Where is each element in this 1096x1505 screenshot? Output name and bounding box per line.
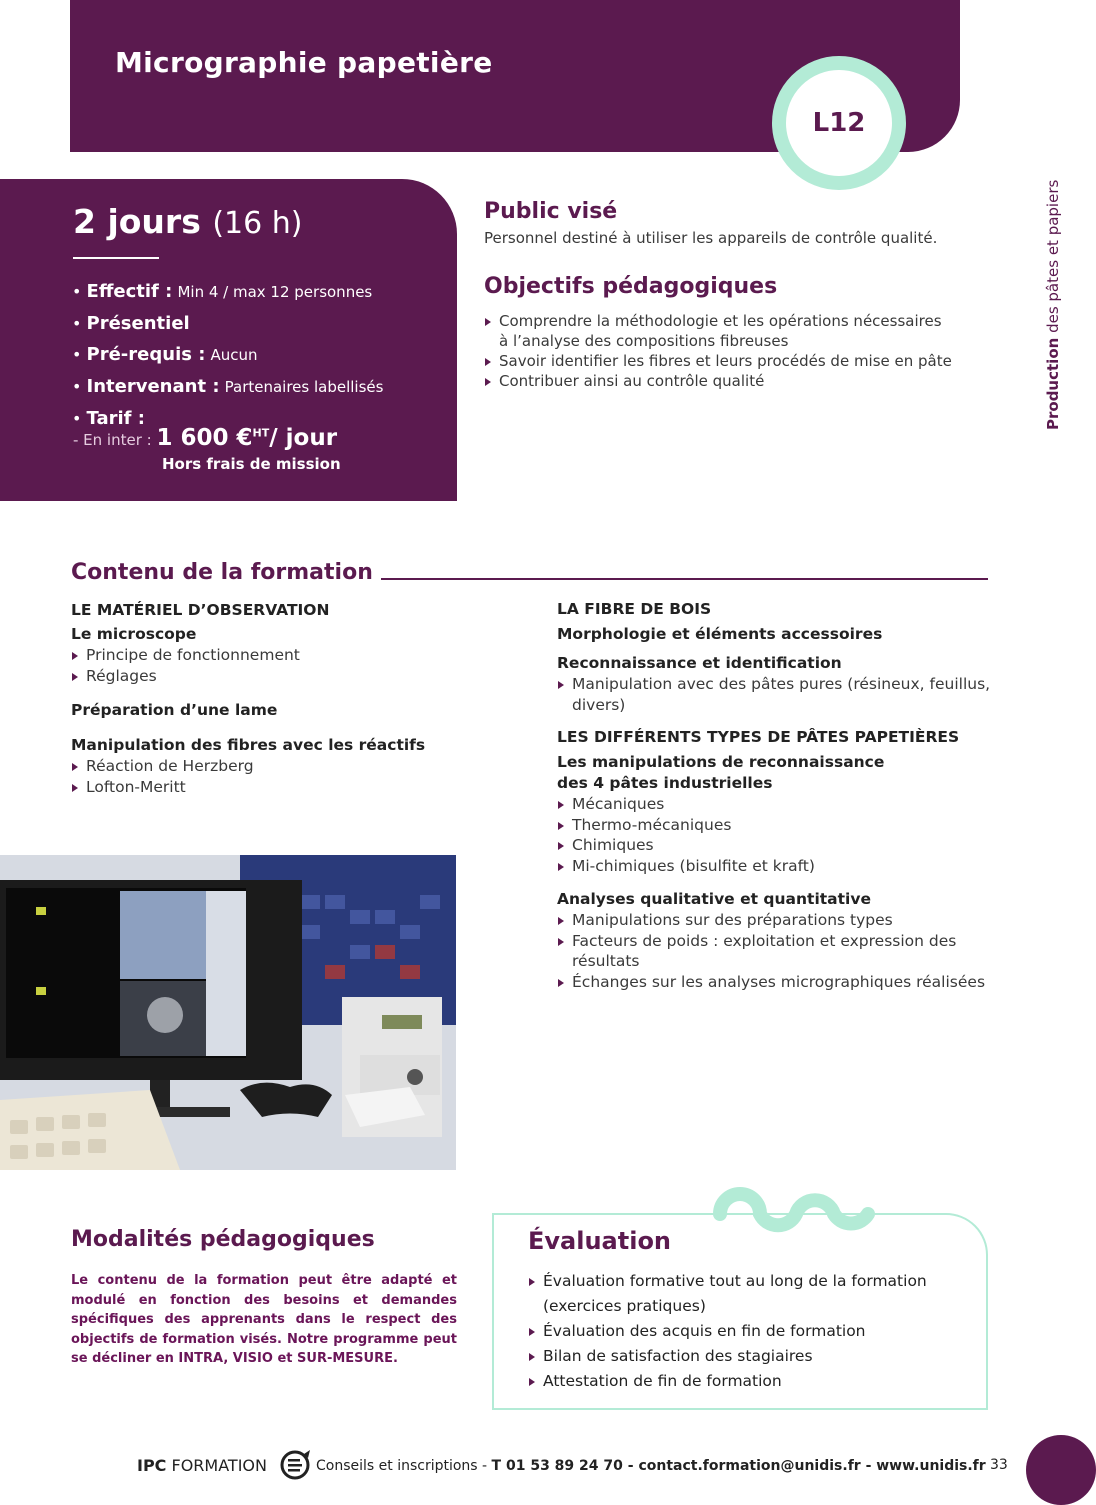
list-item: Lofton-Meritt: [71, 777, 511, 798]
section-caption: LES DIFFÉRENTS TYPES DE PÂTES PAPETIÈRES: [557, 728, 960, 746]
info-box: [0, 179, 457, 501]
evaluation-title: Évaluation: [528, 1227, 672, 1255]
wave-decoration-icon: [716, 1190, 876, 1236]
objective-item: Savoir identifier les fibres et leurs procédés de mise en pâte: [484, 351, 954, 371]
contenu-divider: [381, 578, 988, 580]
modalites-text: Le contenu de la formation peut être adapté et modulé en fonction des besoins et demandes spécifiques des apprenants dans le respect des objectifs de formation visés. Notre programme peut se décliner en INTRA, VISIO et SUR-MESURE.: [71, 1273, 457, 1366]
intervenant-label: Intervenant :: [86, 376, 220, 397]
page-title: Micrographie papetière: [115, 46, 493, 79]
duration-hours: (16 h): [212, 206, 303, 241]
bullet-list: [557, 910, 997, 992]
tarif-label: Tarif :: [86, 408, 145, 429]
side-label-bold: Production: [1044, 337, 1062, 430]
bullet-list: [71, 756, 511, 797]
list-item: Facteurs de poids : exploitation et expression des résultats: [557, 931, 997, 972]
subsection-heading: Préparation d’une lame: [71, 701, 278, 719]
subsection-heading: Analyses qualitative et quantitative: [557, 890, 871, 908]
tarif-price: [157, 425, 338, 451]
list-item: Mécaniques: [557, 794, 997, 815]
page-number: 33: [990, 1457, 1008, 1473]
contact-icon: [278, 1448, 312, 1482]
objectives-list: [484, 311, 954, 391]
lab-photo: [0, 855, 456, 1170]
prerequis-label: Pré-requis :: [86, 344, 206, 365]
effectif-label: Effectif :: [86, 281, 173, 302]
brand-formation: FORMATION: [166, 1456, 267, 1475]
bullet-list: [557, 794, 997, 876]
prerequis-value: Aucun: [210, 346, 258, 364]
duration-divider: [73, 257, 159, 259]
brand-ipc: IPC: [137, 1456, 167, 1475]
info-prerequis: • Pré-requis : Aucun: [72, 344, 258, 365]
tarif-line: [73, 425, 337, 451]
bullet-list: [557, 674, 997, 715]
duration: [73, 202, 302, 241]
list-item: Échanges sur les analyses micrographiques réalisées: [557, 972, 997, 993]
page-corner-decoration: [1026, 1435, 1096, 1505]
side-label-rest: des pâtes et papiers: [1044, 179, 1062, 338]
contenu-title: Contenu de la formation: [71, 560, 373, 585]
list-item: Thermo-mécaniques: [557, 815, 997, 836]
info-intervenant: • Intervenant : Partenaires labellisés: [72, 376, 384, 397]
modalites-title: Modalités pédagogiques: [71, 1227, 375, 1252]
subsection-heading: Reconnaissance et identification: [557, 654, 842, 672]
subsection-heading: des 4 pâtes industrielles: [557, 774, 773, 792]
evaluation-item: Évaluation des acquis en fin de formation: [528, 1319, 968, 1344]
side-category-label: [1044, 150, 1062, 430]
list-item: Manipulations sur des préparations types: [557, 910, 997, 931]
tarif-unit: / jour: [269, 425, 338, 451]
tarif-ht: HT: [252, 426, 270, 440]
objectives-title: Objectifs pédagogiques: [484, 274, 778, 299]
subsection-heading: Le microscope: [71, 625, 197, 643]
list-item: Réaction de Herzberg: [71, 756, 511, 777]
objective-item: Comprendre la méthodologie et les opérations nécessaires à l’analyse des compositions fibreuses: [484, 311, 954, 351]
section-caption: LA FIBRE DE BOIS: [557, 600, 712, 618]
lab-photo-illustration: [0, 855, 456, 1170]
intervenant-value: Partenaires labellisés: [224, 378, 384, 396]
list-item: Réglages: [71, 666, 511, 687]
tarif-note: Hors frais de mission: [162, 455, 341, 473]
footer-contact: [316, 1458, 986, 1474]
objective-item: Contribuer ainsi au contrôle qualité: [484, 371, 954, 391]
tarif-amount: 1 600 €: [156, 425, 253, 451]
contact-prefix: Conseils et inscriptions -: [316, 1458, 492, 1474]
subsection-heading: Morphologie et éléments accessoires: [557, 625, 883, 643]
presentiel-label: Présentiel: [86, 313, 190, 334]
info-effectif: • Effectif : Min 4 / max 12 personnes: [72, 281, 373, 302]
info-tarif: • Tarif :: [72, 408, 145, 429]
contenu-left-column: [71, 600, 511, 797]
list-item: Chimiques: [557, 835, 997, 856]
bullet-list: [71, 645, 511, 686]
course-code-badge: L12: [772, 56, 906, 190]
subsection-heading: Les manipulations de reconnaissance: [557, 753, 885, 771]
subsection-heading: Manipulation des fibres avec les réactifs: [71, 736, 426, 754]
list-item: Mi-chimiques (bisulfite et kraft): [557, 856, 997, 877]
evaluation-item: Évaluation formative tout au long de la formation (exercices pratiques): [528, 1269, 968, 1319]
list-item: Principe de fonctionnement: [71, 645, 511, 666]
info-presentiel: • Présentiel: [72, 313, 190, 334]
contact-details[interactable]: T 01 53 89 24 70 - contact.formation@unidis.fr - www.unidis.fr: [491, 1458, 986, 1474]
public-title: Public visé: [484, 199, 618, 224]
info-list: [72, 276, 383, 434]
list-item: Manipulation avec des pâtes pures (résineux, feuillus, divers): [557, 674, 997, 715]
evaluation-item: Attestation de fin de formation: [528, 1369, 968, 1394]
public-text: Personnel destiné à utiliser les appareils de contrôle qualité.: [484, 229, 938, 247]
section-caption: LE MATÉRIEL D’OBSERVATION: [71, 601, 330, 619]
evaluation-list: [528, 1269, 968, 1394]
evaluation-item: Bilan de satisfaction des stagiaires: [528, 1344, 968, 1369]
effectif-value: Min 4 / max 12 personnes: [177, 283, 373, 301]
duration-main: 2 jours: [73, 202, 201, 241]
footer-brand: [137, 1456, 267, 1475]
contenu-right-column: [557, 599, 997, 992]
tarif-prefix: - En inter :: [73, 431, 152, 449]
